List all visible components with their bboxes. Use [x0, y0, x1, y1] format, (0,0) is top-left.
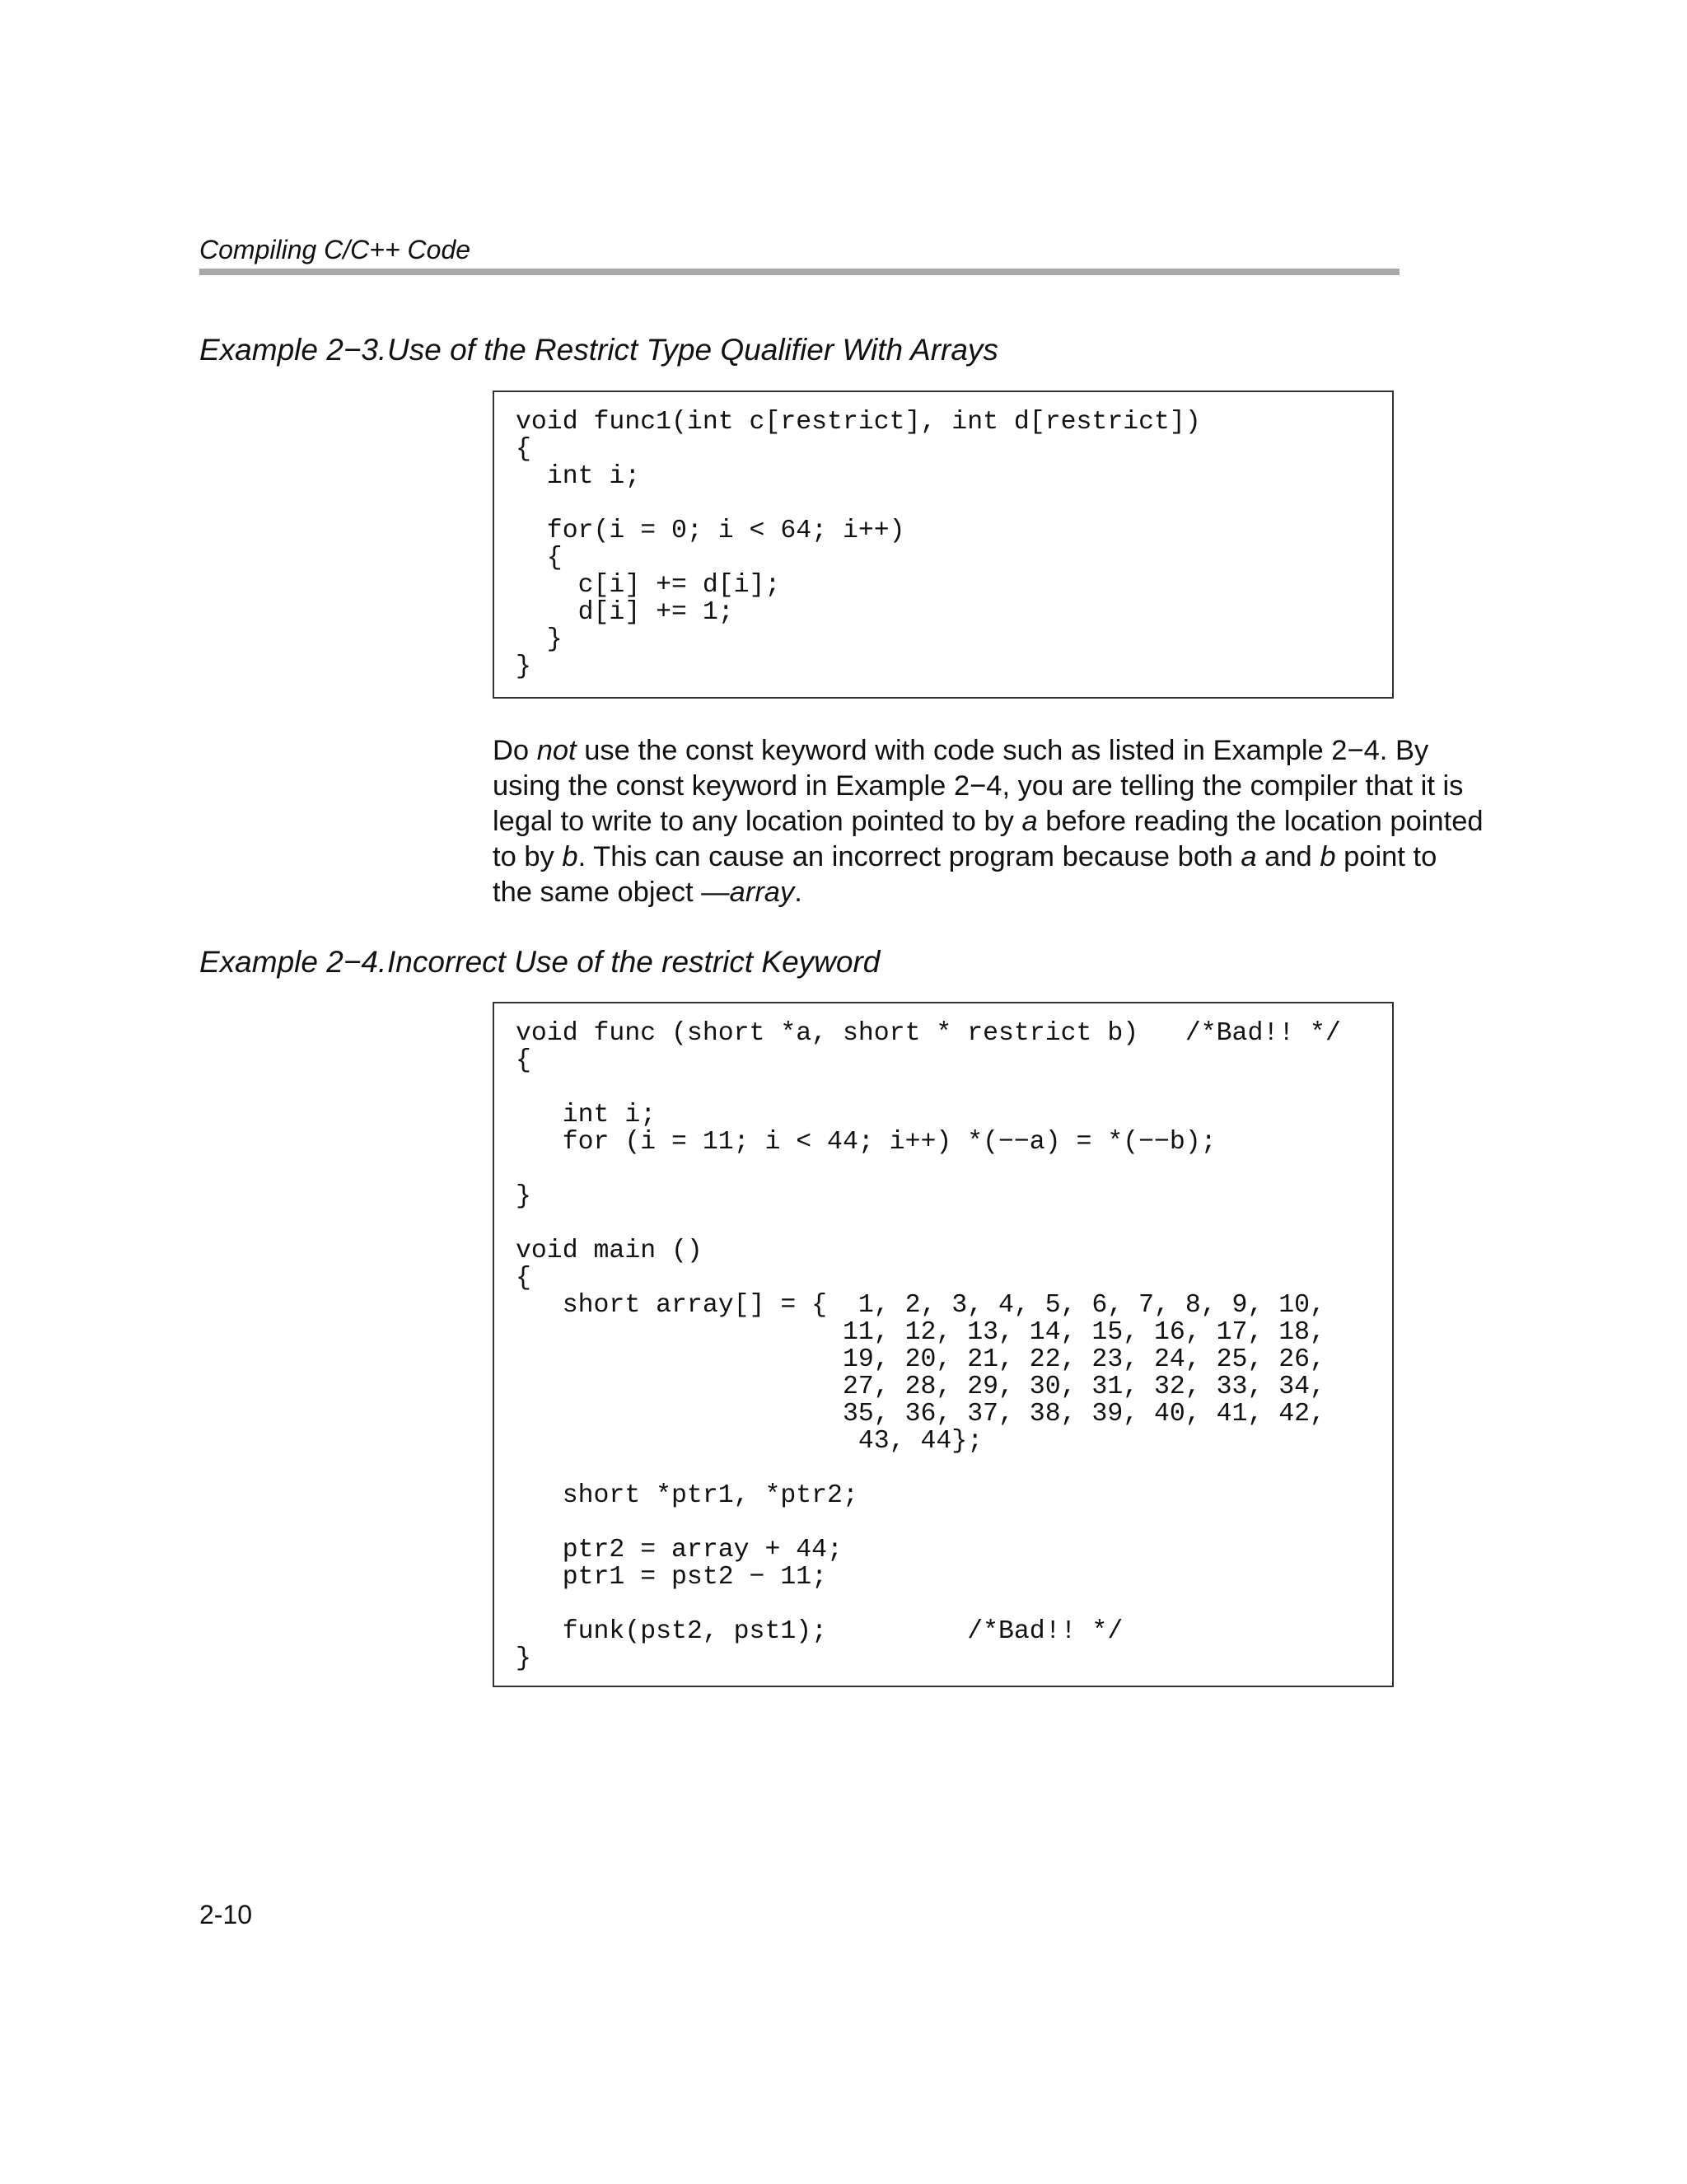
example-2-3-code-box	[493, 391, 1394, 699]
example-2-4-title: Incorrect Use of the restrict Keyword	[387, 945, 881, 979]
paragraph-line-4: to by b. This can cause an incorrect program because both a and b point to	[493, 841, 1437, 872]
paragraph-line-2: using the const keyword in Example 2−4, you are telling the compiler that it is	[493, 770, 1464, 802]
example-2-3-caption	[199, 333, 998, 367]
header-rule	[199, 269, 1400, 275]
example-2-3-title: Use of the Restrict Type Qualifier With Arrays	[387, 333, 998, 367]
example-2-3-code: void func1(int c[restrict], int d[restrict]) { int i; for(i = 0; i < 64; i++) { c[i] += d[i]; d[i] += 1; } }	[516, 408, 1201, 681]
body-paragraph	[493, 733, 1484, 910]
running-head: Compiling C/C++ Code	[199, 235, 471, 264]
page-number: 2-10	[199, 1900, 253, 1929]
example-2-4-number: Example 2−4.	[199, 945, 387, 979]
example-2-3-number: Example 2−3.	[199, 333, 387, 367]
paragraph-line-1: Do not use the const keyword with code such as listed in Example 2−4. By	[493, 735, 1429, 766]
example-2-4-code-box	[493, 1002, 1394, 1687]
paragraph-line-5: the same object —array.	[493, 877, 802, 908]
example-2-4-code: void func (short *a, short * restrict b) /*Bad!! */ { int i; for (i = 11; i < 44; i++) *(−−a) = *(−−b); } void main () { short array[] = { 1, 2, 3, 4, 5, 6, 7, 8, 9, 10, 11, 12, 13, 14, 15, 16, 17, 18, 19, 20, 21, 22, 23, 24, 25, 26, 27, 28, 29, 30, 31, 32, 33, 34, 35, 36, 37, 38, 39, 40, 41, 42, 43, 44}; short *ptr1, *ptr2; ptr2 = array + 44; ptr1 = pst2 − 11; funk(pst2, pst1); /*Bad!! */ }	[516, 1019, 1341, 1673]
example-2-4-caption	[199, 945, 880, 980]
paragraph-line-3: legal to write to any location pointed to by a before reading the location pointed	[493, 806, 1484, 837]
